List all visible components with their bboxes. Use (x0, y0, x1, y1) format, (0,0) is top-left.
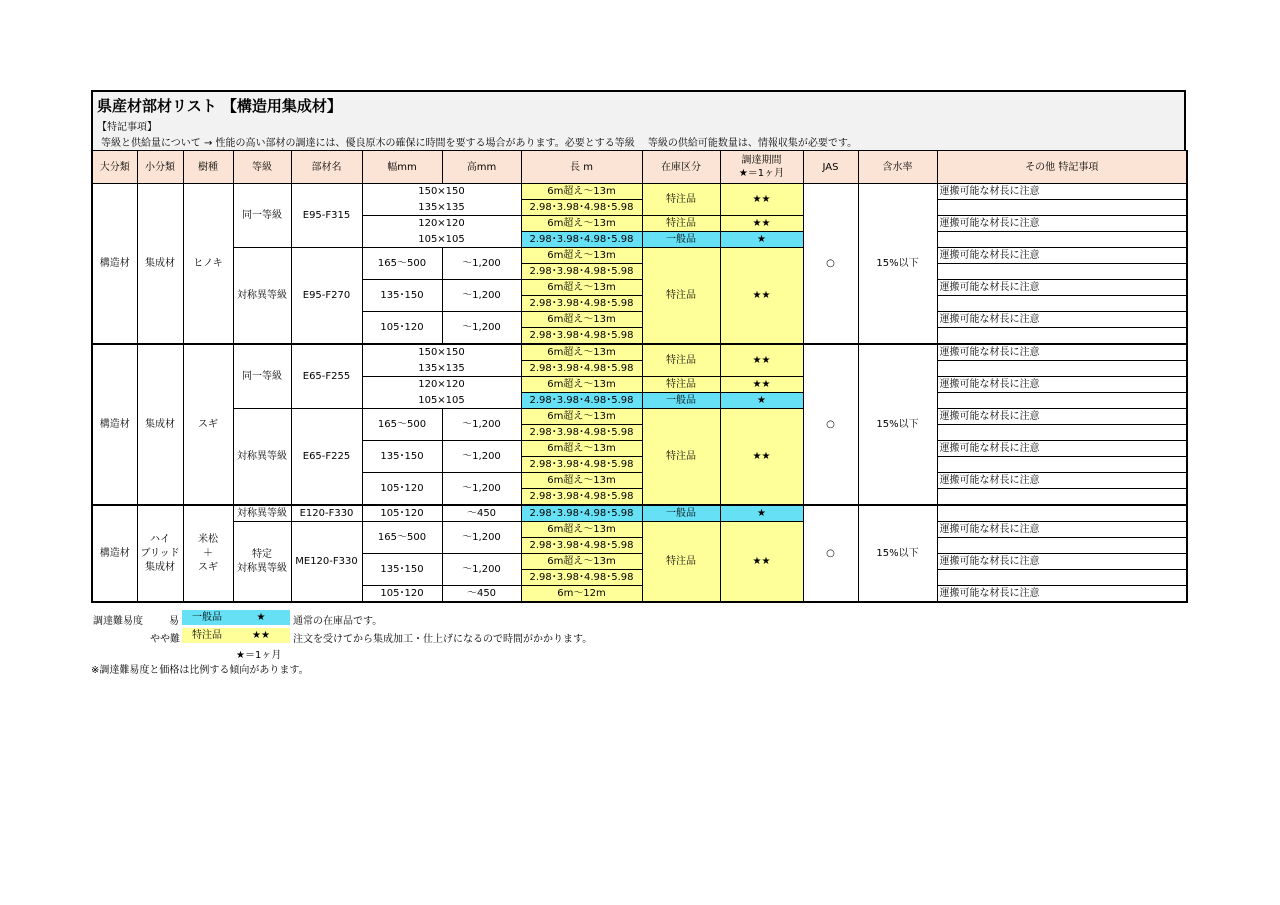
length-cell: 6m超え～13m (521, 554, 642, 570)
remark-cell: 運搬可能な材長に注意 (937, 522, 1187, 538)
period-cell: ★★ (720, 409, 803, 506)
remark-cell: 運搬可能な材長に注意 (937, 554, 1187, 570)
part-cell: E95-F270 (291, 248, 362, 345)
length-cell: 2.98･3.98･4.98･5.98 (521, 489, 642, 506)
length-cell: 6m超え～13m (521, 473, 642, 489)
size-cell: 105×105 (362, 232, 521, 248)
grade-cell (233, 522, 291, 603)
width-cell: 105･120 (362, 473, 442, 506)
stock-cell: 特注品 (642, 377, 720, 393)
part-cell: ME120-F330 (291, 522, 362, 603)
width-cell: 105･120 (362, 586, 442, 603)
size-cell: 105×105 (362, 393, 521, 409)
stock-cell: 特注品 (642, 216, 720, 232)
grade-cell: 対称異等級 (233, 505, 291, 522)
period-cell: ★★ (720, 522, 803, 603)
grade-supply-note: 等級と供給量について → 性能の高い部材の調達には、優良原木の確保に時間を要する場合があります。必要とする等級 等級の供給可能数量は、情報収集が必要です。 (101, 138, 858, 149)
length-cell: 6m～12m (521, 586, 642, 603)
remark-cell (937, 505, 1187, 522)
length-cell: 6m超え～13m (521, 248, 642, 264)
length-cell: 2.98･3.98･4.98･5.98 (521, 296, 642, 312)
size-cell: 150×150 (362, 344, 521, 361)
remark-cell: 運搬可能な材長に注意 (937, 248, 1187, 264)
size-cell: 120×120 (362, 216, 521, 232)
notes-heading: 【特記事項】 (97, 122, 157, 133)
remark-cell (937, 489, 1187, 506)
legend-hard-desc: 注文を受けてから集成加工・仕上げになるので時間がかかります。 (293, 634, 593, 645)
hybrid-line-1: ハイ (150, 533, 170, 545)
major-cell: 構造材 (92, 344, 137, 505)
remark-cell (937, 361, 1187, 377)
width-cell: 105･120 (362, 312, 442, 345)
width-cell: 135･150 (362, 280, 442, 312)
width-cell: 165～500 (362, 409, 442, 441)
period-cell: ★ (720, 505, 803, 522)
length-cell: 2.98･3.98･4.98･5.98 (521, 393, 642, 409)
period-cell: ★ (720, 393, 803, 409)
size-cell: 135×135 (362, 200, 521, 216)
species-line-2: ＋ (203, 547, 213, 559)
table-header-row (92, 151, 1187, 184)
size-cell: 150×150 (362, 184, 521, 200)
col-length: 長 m (521, 151, 642, 184)
remark-cell (937, 328, 1187, 345)
height-cell: ～1,200 (442, 473, 521, 506)
stock-cell: 特注品 (642, 522, 720, 603)
part-cell: E120-F330 (291, 505, 362, 522)
parts-table (91, 150, 1188, 603)
remark-cell (937, 538, 1187, 554)
height-cell: ～1,200 (442, 522, 521, 554)
hybrid-line-3: 集成材 (145, 561, 175, 573)
length-cell: 2.98･3.98･4.98･5.98 (521, 505, 642, 522)
col-jas: JAS (803, 151, 858, 184)
length-cell: 2.98･3.98･4.98･5.98 (521, 425, 642, 441)
length-cell: 6m超え～13m (521, 522, 642, 538)
stock-cell: 特注品 (642, 184, 720, 216)
part-cell: E65-F255 (291, 344, 362, 409)
remark-cell: 運搬可能な材長に注意 (937, 344, 1187, 361)
table-row (92, 505, 1187, 522)
remark-cell (937, 457, 1187, 473)
legend-easy-desc: 通常の在庫品です。 (293, 616, 383, 627)
sheet-header (91, 90, 1186, 150)
part-cell: E95-F315 (291, 184, 362, 248)
length-cell: 6m超え～13m (521, 409, 642, 425)
remark-cell: 運搬可能な材長に注意 (937, 377, 1187, 393)
hybrid-line-2: ブリッド (140, 547, 180, 559)
remark-cell: 運搬可能な材長に注意 (937, 280, 1187, 296)
width-cell: 135･150 (362, 441, 442, 473)
table-row (92, 248, 1187, 264)
length-cell: 6m超え～13m (521, 344, 642, 361)
height-cell: ～450 (442, 586, 521, 603)
stock-cell: 一般品 (642, 232, 720, 248)
grade-cell: 対称異等級 (233, 248, 291, 345)
length-cell: 6m超え～13m (521, 377, 642, 393)
remark-cell (937, 232, 1187, 248)
remark-cell: 運搬可能な材長に注意 (937, 312, 1187, 328)
col-moisture: 含水率 (858, 151, 937, 184)
height-cell: ～1,200 (442, 409, 521, 441)
footnote: ※調達難易度と価格は比例する傾向があります。 (91, 665, 309, 676)
remark-cell (937, 296, 1187, 312)
period-cell: ★★ (720, 248, 803, 345)
length-cell: 6m超え～13m (521, 280, 642, 296)
grade-cell: 同一等級 (233, 184, 291, 248)
length-cell: 2.98･3.98･4.98･5.98 (521, 457, 642, 473)
stock-cell: 一般品 (642, 505, 720, 522)
table-row (92, 184, 1187, 200)
remark-cell: 運搬可能な材長に注意 (937, 216, 1187, 232)
col-width: 幅mm (362, 151, 442, 184)
moisture-cell: 15%以下 (858, 184, 937, 345)
height-cell: ～1,200 (442, 280, 521, 312)
species-cell: スギ (183, 344, 233, 505)
period-cell: ★★ (720, 216, 803, 232)
stock-cell: 一般品 (642, 393, 720, 409)
length-cell: 2.98･3.98･4.98･5.98 (521, 264, 642, 280)
legend-star-def: ★＝1ヶ月 (236, 650, 282, 661)
col-species: 樹種 (183, 151, 233, 184)
remark-cell: 運搬可能な材長に注意 (937, 409, 1187, 425)
length-cell: 2.98･3.98･4.98･5.98 (521, 328, 642, 345)
period-label: 調達期間 (741, 155, 782, 166)
width-cell: 135･150 (362, 554, 442, 586)
remark-cell (937, 200, 1187, 216)
remark-cell (937, 570, 1187, 586)
period-unit: ★＝1ヶ月 (738, 168, 785, 179)
height-cell: ～1,200 (442, 441, 521, 473)
minor-cell (137, 505, 183, 602)
legend-easy: 易 (169, 616, 179, 627)
col-period (720, 151, 803, 184)
height-cell: ～450 (442, 505, 521, 522)
minor-cell: 集成材 (137, 184, 183, 345)
parts-list-sheet (91, 90, 1186, 603)
jas-cell: ○ (803, 344, 858, 505)
period-cell: ★★ (720, 344, 803, 377)
length-cell: 2.98･3.98･4.98･5.98 (521, 232, 642, 248)
jas-cell: ○ (803, 184, 858, 345)
col-other: その他 特記事項 (937, 151, 1187, 184)
remark-cell (937, 264, 1187, 280)
col-stock: 在庫区分 (642, 151, 720, 184)
stock-cell: 特注品 (642, 344, 720, 377)
legend-easy-stock: 一般品 (182, 610, 232, 625)
col-height: 高mm (442, 151, 521, 184)
period-cell: ★★ (720, 377, 803, 393)
remark-cell: 運搬可能な材長に注意 (937, 184, 1187, 200)
grade-line-2: 対称異等級 (237, 562, 287, 574)
minor-cell: 集成材 (137, 344, 183, 505)
length-cell: 2.98･3.98･4.98･5.98 (521, 538, 642, 554)
stock-cell: 特注品 (642, 248, 720, 345)
width-cell: 165～500 (362, 248, 442, 280)
species-line-1: 米松 (198, 533, 218, 545)
major-cell: 構造材 (92, 184, 137, 345)
col-grade: 等級 (233, 151, 291, 184)
length-cell: 2.98･3.98･4.98･5.98 (521, 361, 642, 377)
period-cell: ★★ (720, 184, 803, 216)
col-major: 大分類 (92, 151, 137, 184)
page-title: 県産材部材リスト 【構造用集成材】 (97, 97, 342, 115)
legend-hard-stock: 特注品 (182, 628, 232, 643)
height-cell: ～1,200 (442, 312, 521, 345)
species-line-3: スギ (198, 561, 218, 573)
species-cell (183, 505, 233, 602)
grade-line-1: 特定 (252, 548, 272, 560)
length-cell: 6m超え～13m (521, 216, 642, 232)
height-cell: ～1,200 (442, 554, 521, 586)
major-cell: 構造材 (92, 505, 137, 602)
legend-hard: やや難 (150, 634, 180, 645)
part-cell: E65-F225 (291, 409, 362, 506)
species-cell: ヒノキ (183, 184, 233, 345)
legend-hard-star: ★★ (232, 628, 290, 643)
col-minor: 小分類 (137, 151, 183, 184)
table-row (92, 409, 1187, 425)
jas-cell: ○ (803, 505, 858, 602)
length-cell: 6m超え～13m (521, 312, 642, 328)
remark-cell: 運搬可能な材長に注意 (937, 441, 1187, 457)
length-cell: 2.98･3.98･4.98･5.98 (521, 200, 642, 216)
width-cell: 105･120 (362, 505, 442, 522)
grade-cell: 対称異等級 (233, 409, 291, 506)
moisture-cell: 15%以下 (858, 505, 937, 602)
col-part: 部材名 (291, 151, 362, 184)
remark-cell: 運搬可能な材長に注意 (937, 586, 1187, 603)
size-cell: 135×135 (362, 361, 521, 377)
table-row (92, 344, 1187, 361)
remark-cell: 運搬可能な材長に注意 (937, 473, 1187, 489)
moisture-cell: 15%以下 (858, 344, 937, 505)
remark-cell (937, 393, 1187, 409)
table-row (92, 522, 1187, 538)
size-cell: 120×120 (362, 377, 521, 393)
length-cell: 6m超え～13m (521, 184, 642, 200)
height-cell: ～1,200 (442, 248, 521, 280)
width-cell: 165～500 (362, 522, 442, 554)
length-cell: 2.98･3.98･4.98･5.98 (521, 570, 642, 586)
legend-label: 調達難易度 (93, 616, 143, 627)
grade-cell: 同一等級 (233, 344, 291, 409)
stock-cell: 特注品 (642, 409, 720, 506)
length-cell: 6m超え～13m (521, 441, 642, 457)
period-cell: ★ (720, 232, 803, 248)
legend-easy-star: ★ (232, 610, 290, 625)
remark-cell (937, 425, 1187, 441)
